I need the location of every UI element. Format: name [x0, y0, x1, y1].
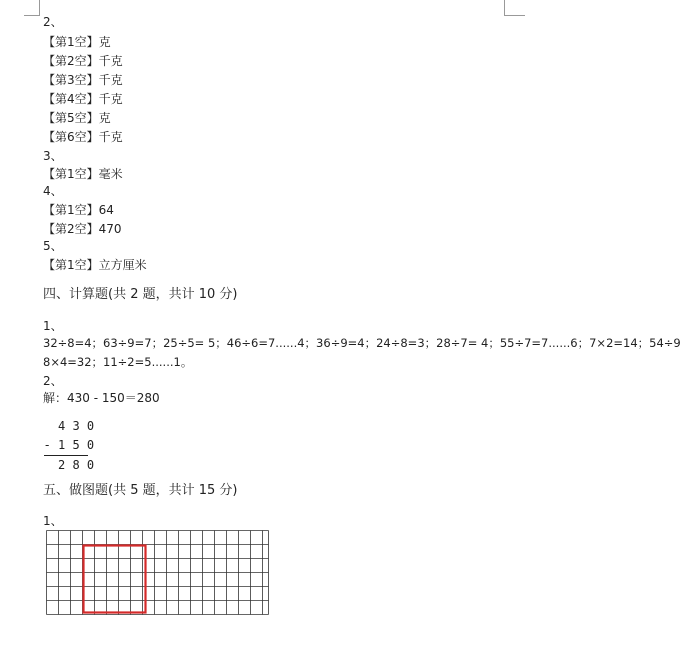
vertical-calc-subtrahend: 1 5 0	[58, 438, 95, 452]
question-number: 5、	[43, 239, 63, 253]
vertical-calc-result: 2 8 0	[58, 458, 95, 472]
question-number: 4、	[43, 184, 63, 198]
answer-blank: 【第1空】立方厘米	[43, 258, 147, 272]
solution-equation: 解：430 - 150＝280	[43, 391, 160, 405]
page-corner-mark-right	[504, 0, 525, 16]
answer-blank: 【第1空】64	[43, 203, 114, 217]
answer-blank: 【第5空】克	[43, 111, 111, 125]
vertical-calc-rule	[44, 455, 88, 456]
section-heading: 五、做图题(共 5 题，共计 15 分)	[43, 483, 238, 498]
answer-blank: 【第6空】千克	[43, 130, 123, 144]
question-number: 2、	[43, 374, 63, 388]
question-number: 1、	[43, 319, 63, 333]
answer-blank: 【第4空】千克	[43, 92, 123, 106]
question-number: 2、	[43, 15, 63, 29]
drawn-square	[84, 546, 146, 613]
answer-blank: 【第1空】毫米	[43, 167, 123, 181]
page-corner-mark-left	[24, 0, 40, 16]
answer-blank: 【第1空】克	[43, 35, 111, 49]
minus-sign: -	[45, 438, 50, 452]
answer-blank: 【第2空】千克	[43, 54, 123, 68]
calculation-line: 8×4=32；11÷2=5......1。	[43, 355, 193, 369]
answer-blank: 【第3空】千克	[43, 73, 123, 87]
section-heading: 四、计算题(共 2 题，共计 10 分)	[43, 287, 238, 302]
vertical-calc-top: 4 3 0	[58, 419, 95, 433]
grid-lines	[47, 531, 269, 615]
answer-blank: 【第2空】470	[43, 222, 122, 236]
calculation-line: 32÷8=4；63÷9=7；25÷5= 5；46÷6=7......4；36÷9=4；24÷8=3；28÷7= 4；55÷7=7......6；7×2=14；54÷9	[43, 336, 681, 350]
question-number: 3、	[43, 149, 63, 163]
question-number: 1、	[43, 514, 63, 528]
drawing-grid	[46, 530, 270, 616]
